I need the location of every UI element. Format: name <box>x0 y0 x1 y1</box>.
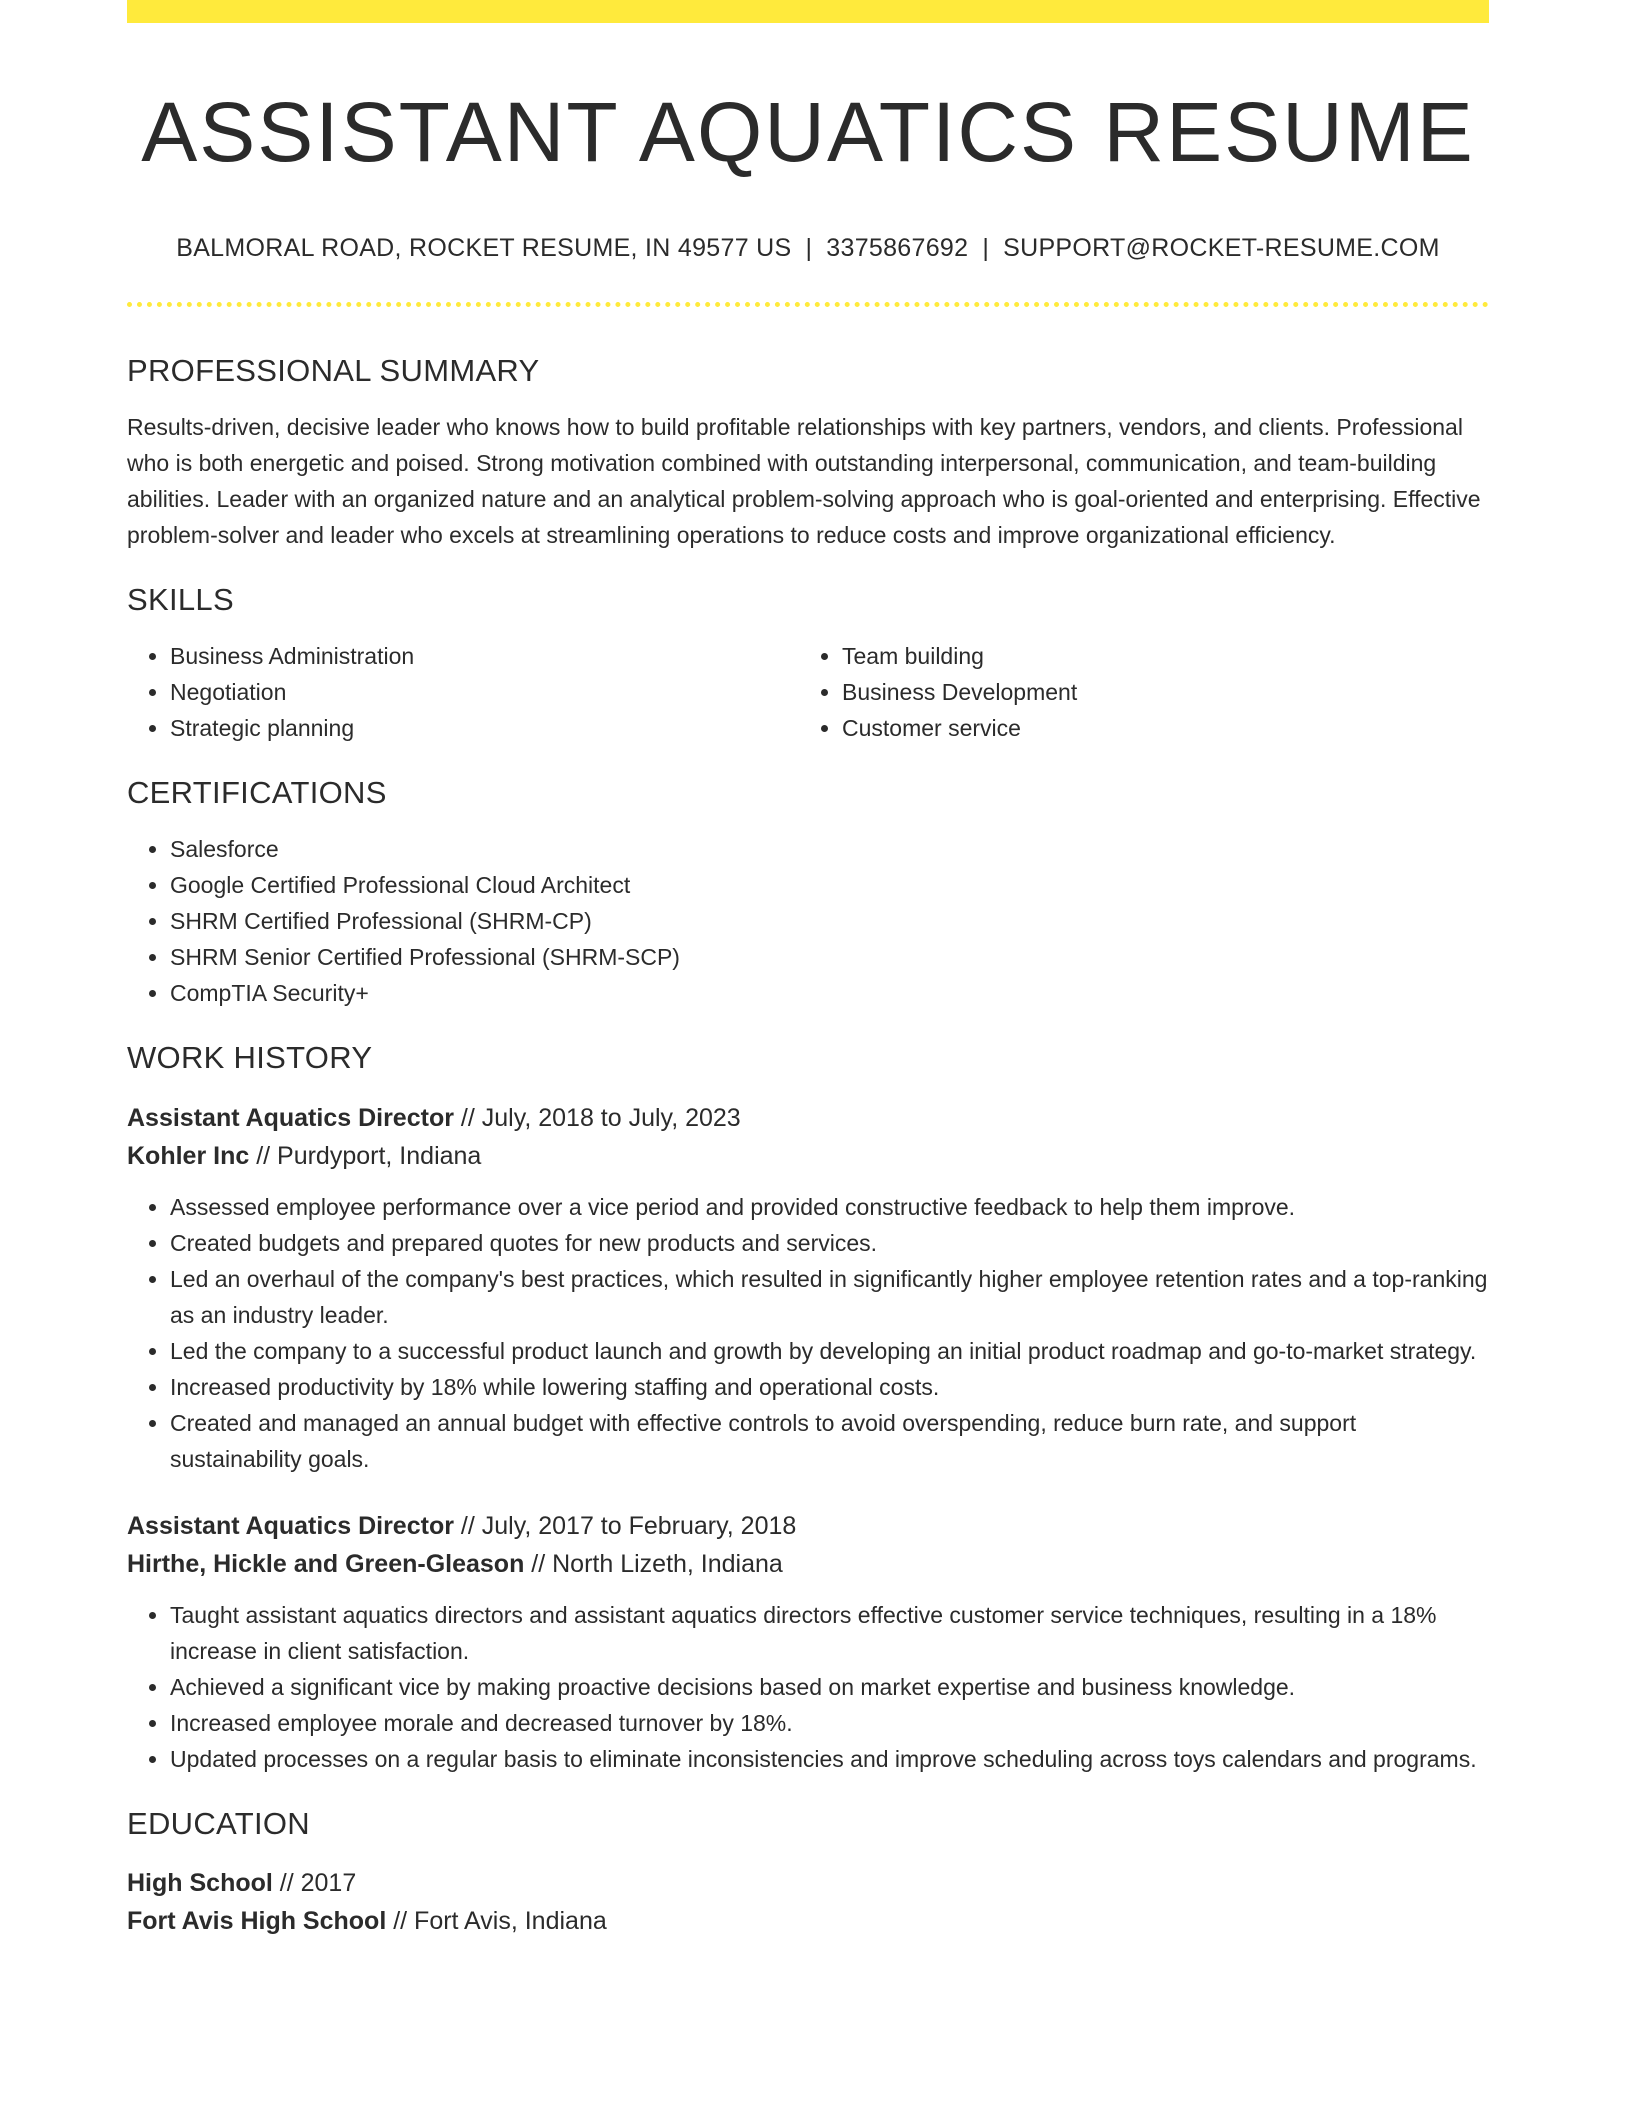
contact-address: BALMORAL ROAD, ROCKET RESUME, IN 49577 US <box>176 233 792 262</box>
skill-item: • Business Administration <box>170 638 799 674</box>
skill-item: • Strategic planning <box>170 710 799 746</box>
job-company-line <box>127 1137 1489 1175</box>
job-company: Hirthe, Hickle and Green-Gleason <box>127 1549 525 1578</box>
education-school-line <box>127 1902 1489 1940</box>
education-school: Fort Avis High School <box>127 1906 387 1935</box>
job-title-line <box>127 1507 1489 1545</box>
skills-list-right <box>799 638 1489 746</box>
job-bullet: • Led the company to a successful product launch and growth by developing an initial product roadmap and go-to-market strategy. <box>170 1333 1489 1369</box>
education-heading: EDUCATION <box>127 1805 310 1841</box>
skills-section <box>127 581 1489 746</box>
job-bullet: • Increased productivity by 18% while lowering staffing and operational costs. <box>170 1369 1489 1405</box>
job-dates: // July, 2018 to July, 2023 <box>453 1103 741 1132</box>
job-bullets <box>127 1189 1489 1477</box>
job-bullet: • Increased employee morale and decreased turnover by 18%. <box>170 1705 1489 1741</box>
job-bullet: • Updated processes on a regular basis to eliminate inconsistencies and improve scheduling across toys calendars and programs. <box>170 1741 1489 1777</box>
certifications-section <box>127 774 1489 1011</box>
resume-page <box>127 0 1489 1940</box>
education-degree-line <box>127 1864 1489 1902</box>
resume-title: ASSISTANT AQUATICS RESUME <box>141 85 1475 179</box>
job-title: Assistant Aquatics Director <box>127 1511 454 1540</box>
job-bullet: • Achieved a significant vice by making proactive decisions based on market expertise and business knowledge. <box>170 1669 1489 1705</box>
job-title: Assistant Aquatics Director <box>127 1103 454 1132</box>
job-location: // Purdyport, Indiana <box>249 1141 482 1170</box>
skill-item: • Business Development <box>842 674 1489 710</box>
contact-phone: 3375867692 <box>826 233 969 262</box>
skill-item: • Team building <box>842 638 1489 674</box>
job-bullets <box>127 1597 1489 1777</box>
work-history-section <box>127 1039 1489 1776</box>
job-entry <box>127 1099 1489 1477</box>
job-bullet: • Taught assistant aquatics directors and assistant aquatics directors effective customer service techniques, resulting in a 18% increase in client satisfaction. <box>170 1597 1489 1669</box>
certifications-heading: CERTIFICATIONS <box>127 775 387 811</box>
skills-list-left <box>127 638 799 746</box>
certifications-list <box>127 831 1489 1011</box>
work-history-heading: WORK HISTORY <box>127 1040 373 1076</box>
contact-separator: | <box>805 233 813 262</box>
certification-item: • SHRM Senior Certified Professional (SHRM-SCP) <box>170 939 1489 975</box>
job-bullet: • Created budgets and prepared quotes for new products and services. <box>170 1225 1489 1261</box>
skills-heading: SKILLS <box>127 581 234 617</box>
job-bullet: • Led an overhaul of the company's best practices, which resulted in significantly higher employee retention rates and a top-ranking as an industry leader. <box>170 1261 1489 1333</box>
summary-section <box>127 352 1489 553</box>
job-title-line <box>127 1099 1489 1137</box>
skill-item: • Negotiation <box>170 674 799 710</box>
job-entry <box>127 1507 1489 1777</box>
dotted-divider <box>127 302 1489 307</box>
job-location: // North Lizeth, Indiana <box>524 1549 783 1578</box>
contact-line <box>127 233 1489 263</box>
certification-item: • SHRM Certified Professional (SHRM-CP) <box>170 903 1489 939</box>
job-dates: // July, 2017 to February, 2018 <box>453 1511 797 1540</box>
summary-text: Results-driven, decisive leader who knows how to build profitable relationships with key partners, vendors, and clients. Professional who is both energetic and poised. Strong motivation combined with outstanding interpersonal, communication, and team-building abilities. Leader with an organized nature and an analytical problem-solving approach who is goal-oriented and enterprising. Effective problem-solver and leader who excels at streamlining operations to reduce costs and improve organizational efficiency. <box>127 413 1481 548</box>
certification-item: • Salesforce <box>170 831 1489 867</box>
job-company-line <box>127 1545 1489 1583</box>
skills-columns <box>127 638 1489 746</box>
education-location: // Fort Avis, Indiana <box>386 1906 607 1935</box>
contact-email: SUPPORT@ROCKET-RESUME.COM <box>1003 233 1440 262</box>
education-section <box>127 1805 1489 1940</box>
job-bullet: • Assessed employee performance over a vice period and provided constructive feedback to help them improve. <box>170 1189 1489 1225</box>
job-bullet: • Created and managed an annual budget with effective controls to avoid overspending, reduce burn rate, and support sustainability goals. <box>170 1405 1489 1477</box>
job-company: Kohler Inc <box>127 1141 250 1170</box>
skill-item: • Customer service <box>842 710 1489 746</box>
accent-top-bar <box>127 0 1489 23</box>
education-year: // 2017 <box>272 1868 357 1897</box>
contact-separator: | <box>982 233 990 262</box>
education-entry <box>127 1864 1489 1940</box>
summary-heading: PROFESSIONAL SUMMARY <box>127 352 540 388</box>
education-degree: High School <box>127 1868 273 1897</box>
certification-item: • CompTIA Security+ <box>170 975 1489 1011</box>
certification-item: • Google Certified Professional Cloud Architect <box>170 867 1489 903</box>
